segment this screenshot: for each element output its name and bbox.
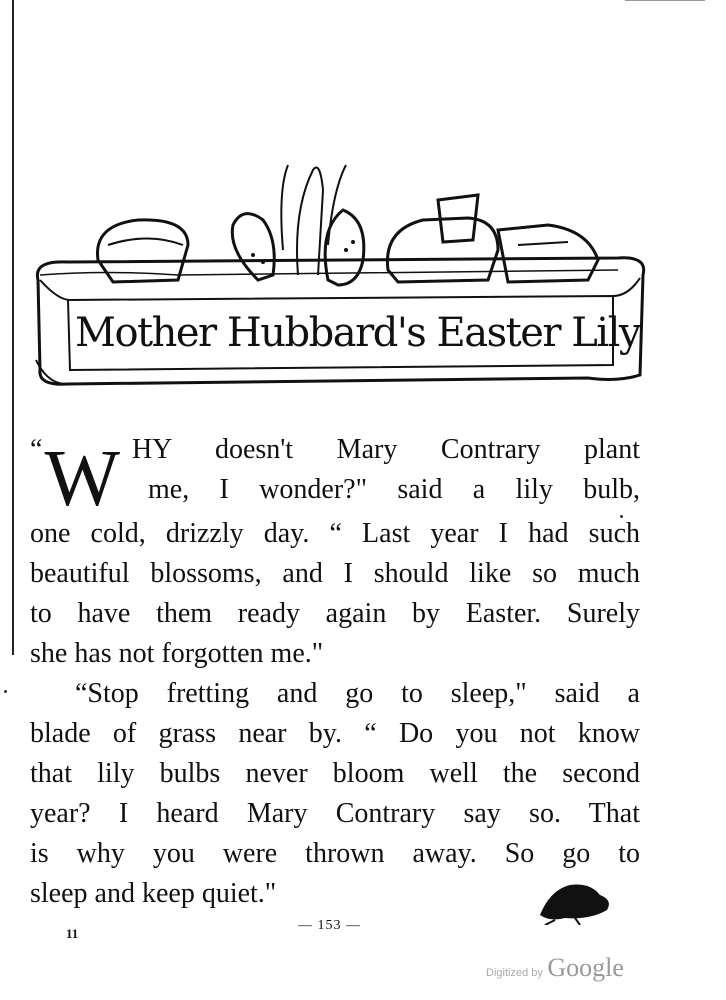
page-number: — 153 — xyxy=(298,918,361,933)
scan-speck xyxy=(620,515,623,518)
paragraph-1 xyxy=(30,430,640,674)
digitized-by-label: Digitized by xyxy=(486,967,543,979)
text-line: is why you were thrown away. So go to xyxy=(30,838,640,869)
story-body xyxy=(30,430,640,914)
text-line: to have them ready again by Easter. Surely xyxy=(30,598,640,629)
drop-cap: W xyxy=(44,435,120,523)
ink-blot-ornament xyxy=(535,870,615,925)
top-edge-mark xyxy=(625,0,705,1)
text-line: that lily bulbs never bloom well the second xyxy=(30,758,640,789)
left-margin-rule xyxy=(12,0,14,655)
digitized-watermark xyxy=(486,953,624,983)
text-line: “Stop fretting and go to sleep," said a xyxy=(75,678,640,709)
text-line: beautiful blossoms, and I should like so much xyxy=(30,558,640,589)
text-line: blade of grass near by. “ Do you not know xyxy=(30,718,640,749)
text-line: year? I heard Mary Contrary say so. That xyxy=(30,798,640,829)
signature-mark: 11 xyxy=(66,926,79,941)
text-line: sleep and keep quiet." xyxy=(30,878,277,909)
text-line: HY doesn't Mary Contrary plant xyxy=(131,434,640,465)
opening-quote: “ xyxy=(30,434,43,465)
text-line: one cold, drizzly day. “ Last year I had such xyxy=(30,518,640,549)
scan-speck xyxy=(4,690,7,693)
page-title: Mother Hubbard's Easter Lily xyxy=(75,310,640,356)
text-line: she has not forgotten me." xyxy=(30,638,324,669)
google-logo-text: Google xyxy=(547,953,624,982)
header-illustration xyxy=(28,150,648,400)
text-line: me, I wonder?" said a lily bulb, xyxy=(148,474,640,505)
